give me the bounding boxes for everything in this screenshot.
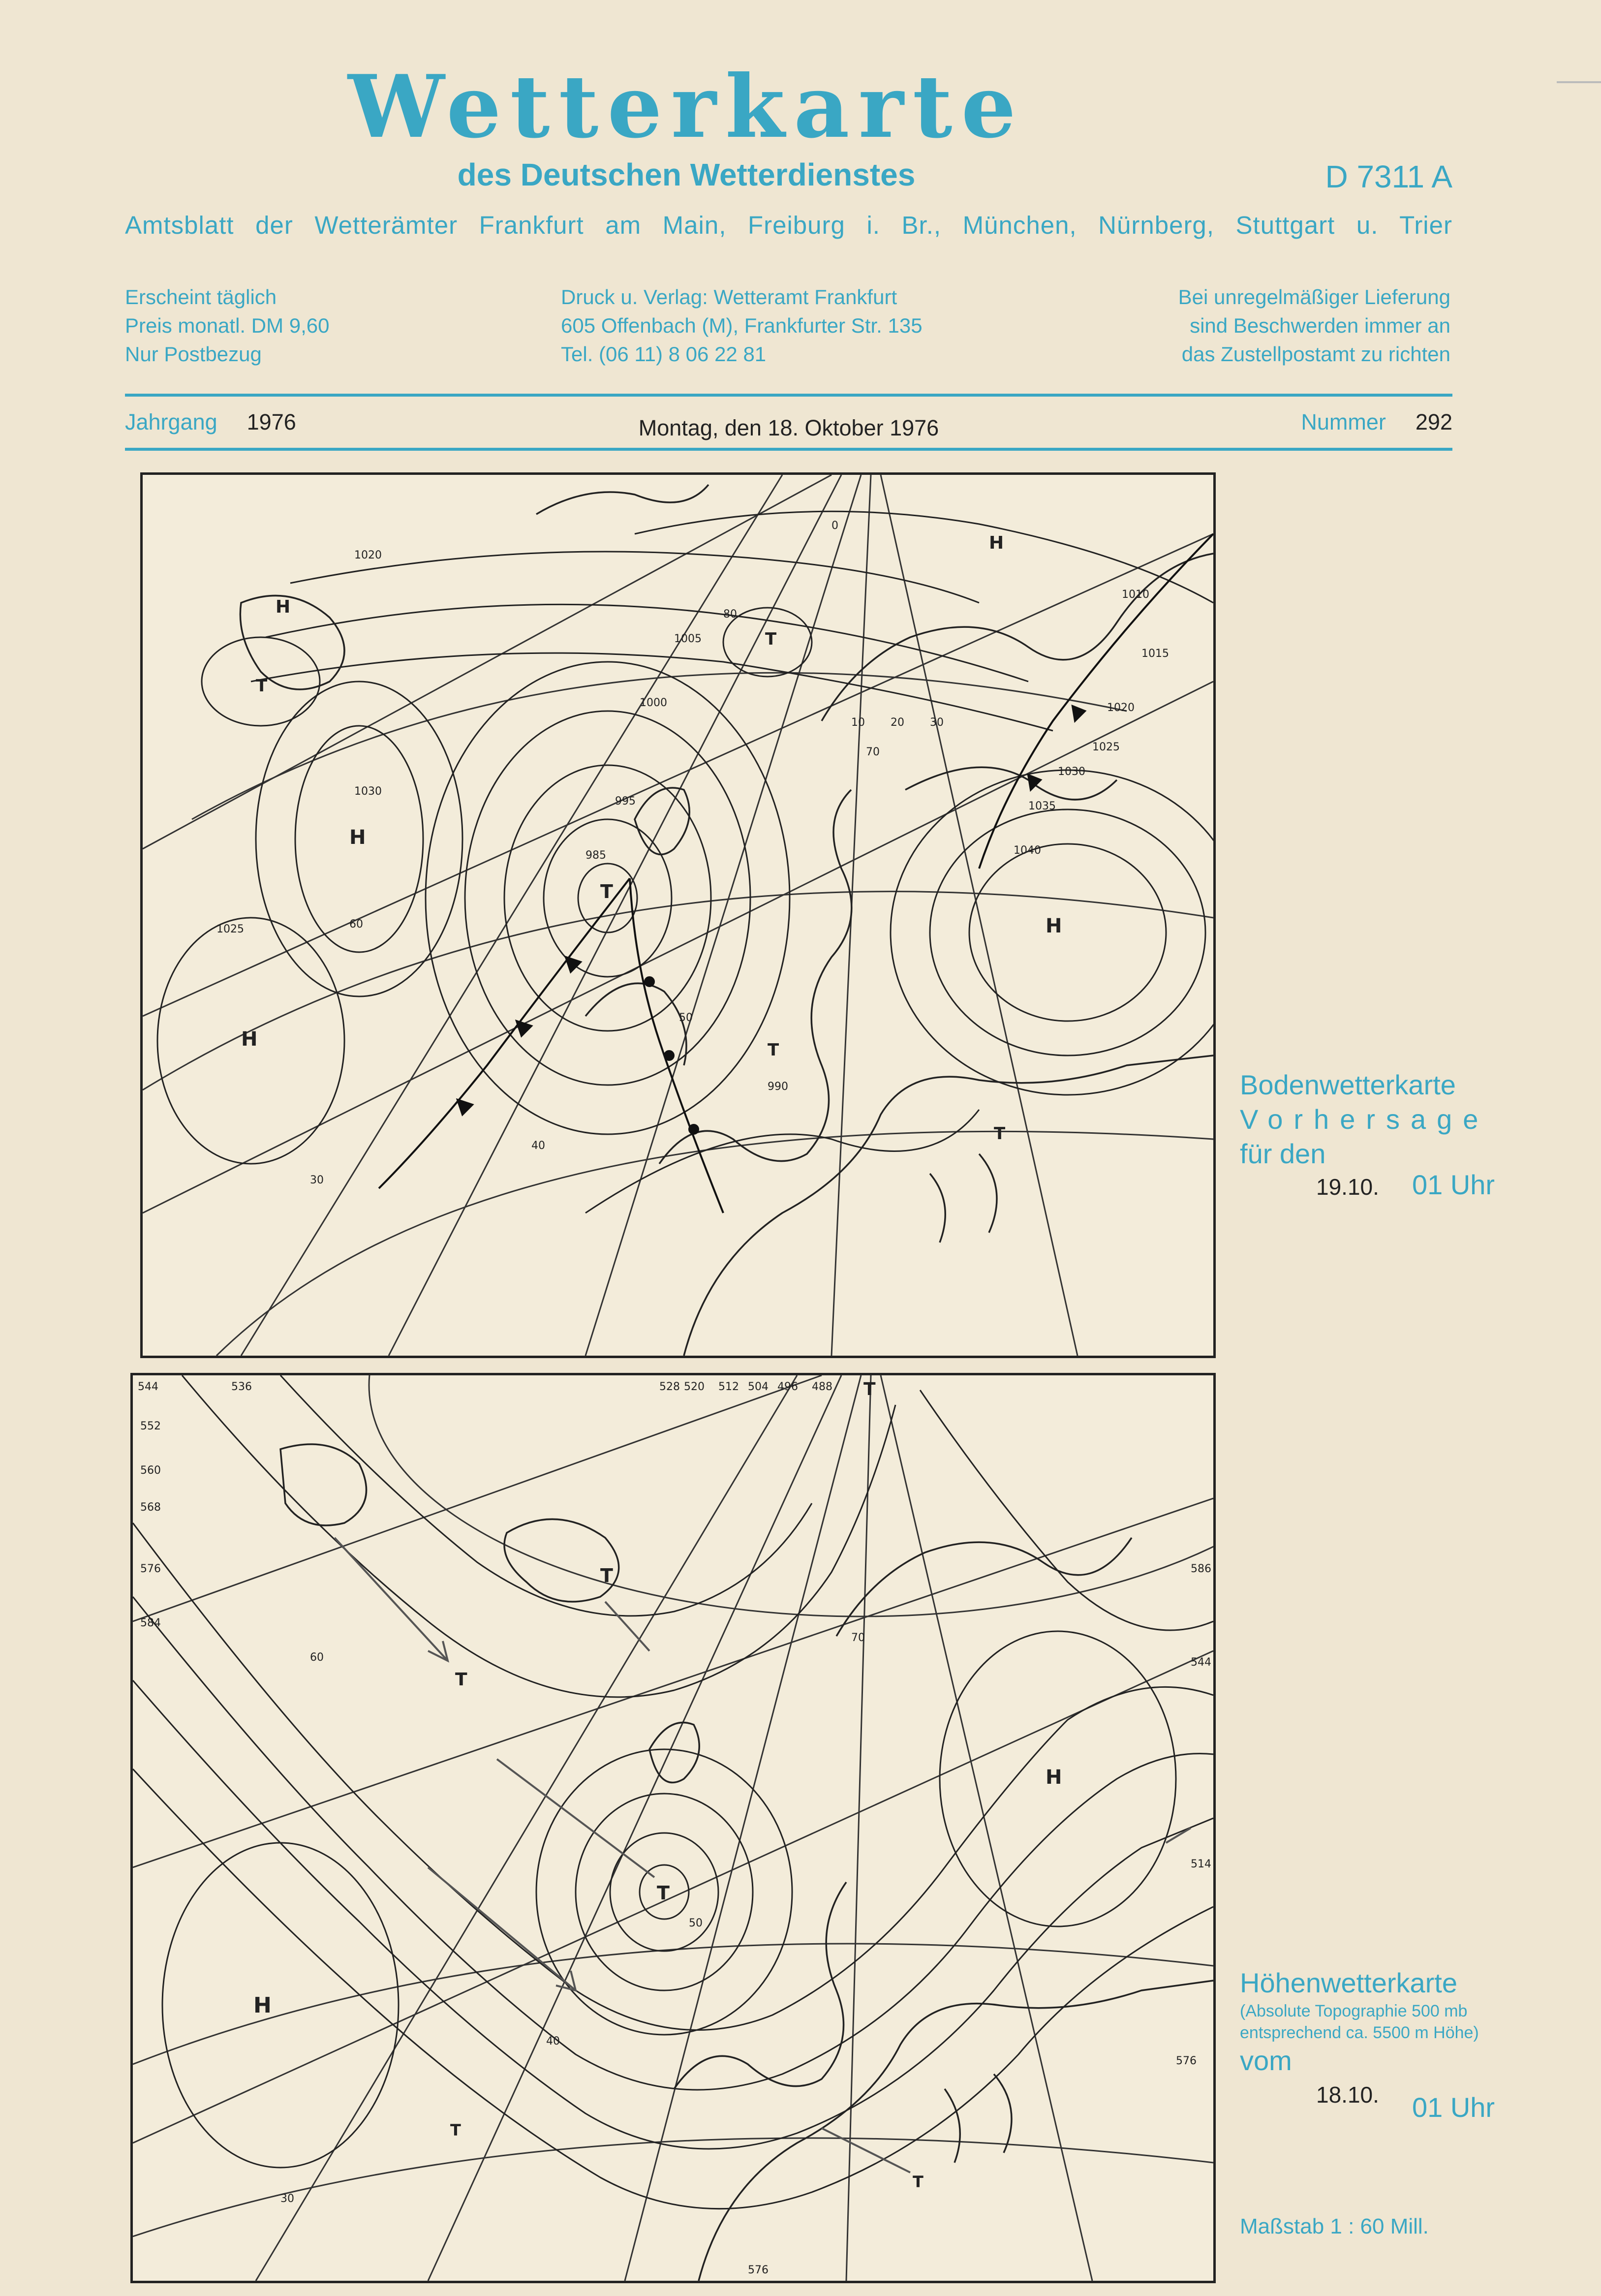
info-line: Nur Postbezug <box>125 342 262 366</box>
isobar-value: 1020 <box>1107 702 1135 714</box>
high-label: H <box>989 533 1004 553</box>
high-label: H <box>253 1993 272 2018</box>
graticule-value: 40 <box>546 2035 560 2048</box>
high-label: H <box>276 597 291 617</box>
info-line: das Zustellpostamt zu richten <box>1181 342 1450 366</box>
graticule <box>133 1375 1213 2281</box>
isobar-value: 1000 <box>640 697 667 709</box>
graticule-value: 30 <box>930 716 944 729</box>
low-label: T <box>765 629 777 649</box>
jahrgang-label: Jahrgang <box>125 409 217 434</box>
geopotential-contours <box>133 1375 1213 2209</box>
isobar-value: 1030 <box>1058 766 1085 778</box>
caption-title: Höhenwetterkarte <box>1240 1967 1458 1998</box>
isobar-value: 1035 <box>1028 800 1056 812</box>
publisher-info <box>561 283 923 369</box>
contour-value: 560 <box>140 1464 161 1477</box>
contour-value: 488 <box>812 1381 832 1393</box>
surface-map-drawing <box>143 475 1213 1356</box>
surface-map-date: 19.10. <box>1316 1174 1379 1200</box>
masthead-title: Wetterkarte <box>348 57 1025 157</box>
surface-map-caption <box>1240 1068 1489 1171</box>
contour-value: 544 <box>138 1381 158 1393</box>
info-line: 605 Offenbach (M), Frankfurter Str. 135 <box>561 314 923 337</box>
isobar-value: 1015 <box>1141 648 1169 660</box>
low-label: T <box>657 1882 670 1904</box>
map-scale: Maßstab 1 : 60 Mill. <box>1240 2214 1429 2238</box>
high-label: H <box>349 826 366 849</box>
nummer-value: 292 <box>1415 409 1452 434</box>
contour-value: 576 <box>140 1563 161 1575</box>
contour-value: 568 <box>140 1501 161 1514</box>
isobar-value: 1025 <box>216 923 244 935</box>
complaint-info <box>1178 283 1450 369</box>
caption-title: Bodenwetterkarte <box>1240 1069 1456 1100</box>
high-label: H <box>1046 1766 1062 1789</box>
graticule-value: 30 <box>310 1174 324 1186</box>
low-label: T <box>768 1040 779 1060</box>
contour-value: 496 <box>777 1381 798 1393</box>
isobar-value: 985 <box>585 849 606 862</box>
info-line: sind Beschwerden immer an <box>1190 314 1450 337</box>
caption-subtitle: entsprechend ca. 5500 m Höhe) <box>1240 2023 1479 2042</box>
pressure-centres <box>241 533 1062 1144</box>
caption-subtitle: (Absolute Topographie 500 mb <box>1240 2002 1468 2020</box>
info-line: Druck u. Verlag: Wetteramt Frankfurt <box>561 285 897 309</box>
isobar-value: 1005 <box>674 633 702 645</box>
info-line: Bei unregelmäßiger Lieferung <box>1178 285 1450 309</box>
surface-map-time: 01 Uhr <box>1412 1169 1495 1200</box>
edition-code: D 7311 A <box>1325 159 1452 194</box>
caption-for: für den <box>1240 1138 1326 1169</box>
contour-value: 544 <box>1191 1656 1211 1669</box>
jahrgang-value: 1976 <box>246 409 296 434</box>
isobar-value: 1030 <box>354 785 382 798</box>
contour-value: 528 <box>659 1381 680 1393</box>
surface-weather-map <box>140 472 1216 1358</box>
contour-value: 536 <box>231 1381 252 1393</box>
contour-value: 584 <box>140 1617 161 1629</box>
upper-map-drawing <box>133 1375 1213 2281</box>
high-label: H <box>1046 915 1062 937</box>
low-label: T <box>450 2121 461 2140</box>
graticule-value: 10 <box>851 716 865 729</box>
isobar-value: 1025 <box>1092 741 1120 753</box>
flow-arrows <box>335 1538 1191 2172</box>
coastlines <box>280 1444 1213 2281</box>
caption-from: vom <box>1240 2045 1292 2076</box>
header-rule-bottom <box>125 448 1452 451</box>
contour-value: 552 <box>140 1420 161 1432</box>
official-gazette-line: Amtsblatt der Wetterämter Frankfurt am Main, Freiburg i. Br., München, Nürnberg, Stuttgart u. Trier <box>125 211 1452 239</box>
low-label: T <box>600 1565 613 1586</box>
caption-forecast: Vorhersage <box>1240 1104 1489 1135</box>
nummer-label: Nummer <box>1301 409 1386 434</box>
graticule-value: 80 <box>723 608 737 621</box>
low-label: T <box>994 1124 1006 1144</box>
isobar-value: 990 <box>768 1081 788 1093</box>
graticule-value: 0 <box>831 520 838 532</box>
isobar-value: 1020 <box>354 549 382 561</box>
upper-air-map <box>130 1373 1216 2283</box>
graticule-value: 30 <box>280 2193 294 2205</box>
upper-map-caption <box>1240 1966 1479 2078</box>
low-label: T <box>600 881 613 902</box>
graticule-value: 70 <box>866 746 880 758</box>
info-line: Preis monatl. DM 9,60 <box>125 314 330 337</box>
isobars <box>157 511 1213 1213</box>
contour-value: 586 <box>1191 1563 1211 1575</box>
contour-value: 576 <box>1176 2055 1197 2067</box>
contour-value: 504 <box>748 1381 769 1393</box>
low-label: T <box>913 2172 924 2191</box>
header-rule-top <box>125 394 1452 397</box>
low-label: T <box>455 1670 467 1690</box>
isobar-value: 1040 <box>1014 844 1041 857</box>
upper-map-date: 18.10. <box>1316 2082 1379 2108</box>
graticule-value: 60 <box>349 918 363 931</box>
graticule-value: 20 <box>891 716 904 729</box>
page-edge-mark <box>1557 81 1601 83</box>
info-line: Erscheint täglich <box>125 285 277 309</box>
contour-value: 512 <box>718 1381 739 1393</box>
info-line: Tel. (06 11) 8 06 22 81 <box>561 342 767 366</box>
isobar-value: 1010 <box>1122 589 1149 601</box>
issue-number <box>1301 409 1452 435</box>
masthead-subtitle: des Deutschen Wetterdienstes <box>457 157 916 192</box>
contour-value: 514 <box>1191 1858 1211 1870</box>
contour-value: 520 <box>684 1381 705 1393</box>
graticule-value: 40 <box>531 1140 545 1152</box>
fronts <box>379 534 1213 1213</box>
issue-row <box>125 408 1452 443</box>
graticule-value: 50 <box>679 1012 693 1024</box>
subscription-info <box>125 283 330 369</box>
contour-value: 576 <box>748 2264 769 2276</box>
graticule-value: 70 <box>851 1632 865 1644</box>
low-label: T <box>256 676 268 696</box>
high-label: H <box>241 1028 258 1051</box>
isobar-value: 995 <box>615 795 636 807</box>
upper-map-time: 01 Uhr <box>1412 2092 1495 2123</box>
issue-date: Montag, den 18. Oktober 1976 <box>638 415 939 440</box>
graticule-value: 60 <box>310 1651 324 1664</box>
low-label: T <box>863 1379 876 1399</box>
graticule-value: 50 <box>689 1917 703 1929</box>
